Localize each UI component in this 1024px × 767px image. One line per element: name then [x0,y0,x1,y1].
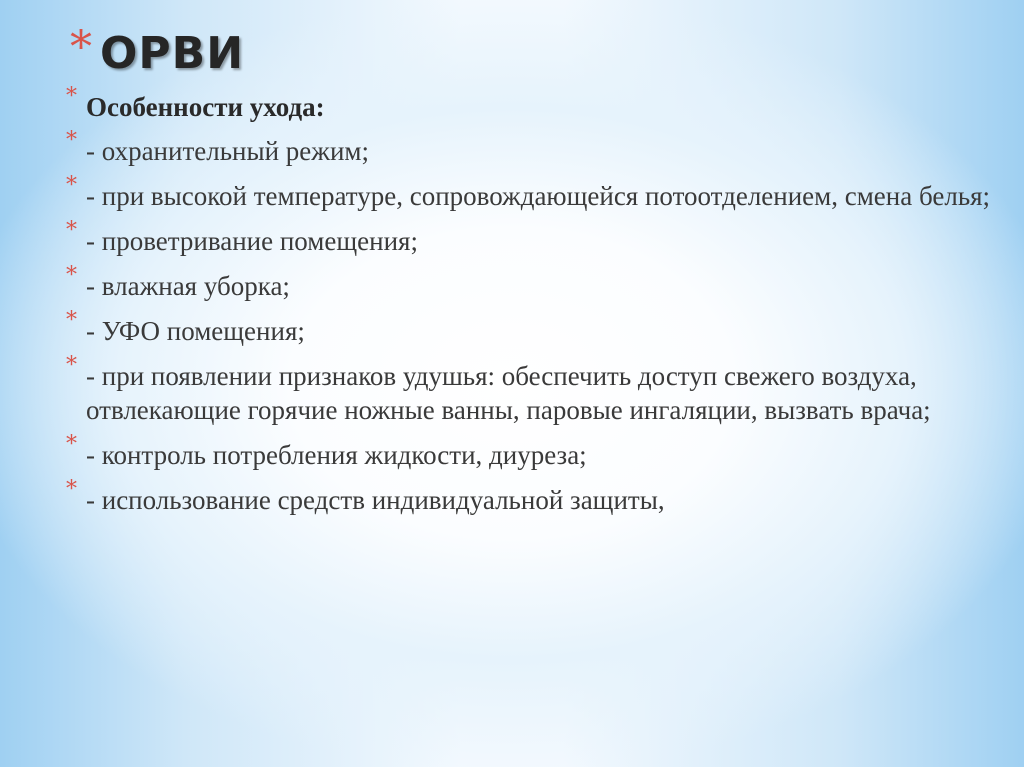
bullet-list [66,84,996,517]
list-item [66,263,996,303]
asterisk-bullet-icon: * [66,84,77,109]
asterisk-bullet-icon: * [66,263,77,288]
asterisk-bullet-icon: * [66,218,77,243]
title-row [70,22,245,80]
asterisk-bullet-icon: * [66,353,77,378]
asterisk-bullet-icon: * [70,22,92,73]
list-item-text: - УФО помещения; [86,316,305,346]
list-item [66,128,996,168]
list-item [66,173,996,213]
asterisk-bullet-icon: * [66,128,77,153]
list-item-heading [66,84,996,124]
list-item-text: Особенности ухода: [86,92,325,122]
list-item-text: - использование средств индивидуальной защиты, [86,485,665,515]
list-item-text: - проветривание помещения; [86,226,418,256]
list-item-text: - при высокой температуре, сопровождающейся потоотделением, смена белья; [86,181,991,211]
list-item [66,477,996,517]
asterisk-bullet-icon: * [66,308,77,333]
slide-title: ОРВИ [100,28,245,79]
list-item [66,308,996,348]
list-item-text: - влажная уборка; [86,271,290,301]
list-item-text: - охранительный режим; [86,136,369,166]
asterisk-bullet-icon: * [66,173,77,198]
asterisk-bullet-icon: * [66,432,77,457]
list-item [66,218,996,258]
list-item [66,353,996,427]
list-item-text: - контроль потребления жидкости, диуреза; [86,440,587,470]
list-item [66,432,996,472]
list-item-text: - при появлении признаков удушья: обеспечить доступ свежего воздуха, отвлекающие горячие ножные ванны, паровые ингаляции, вызвать врача; [86,361,931,425]
asterisk-bullet-icon: * [66,477,77,502]
